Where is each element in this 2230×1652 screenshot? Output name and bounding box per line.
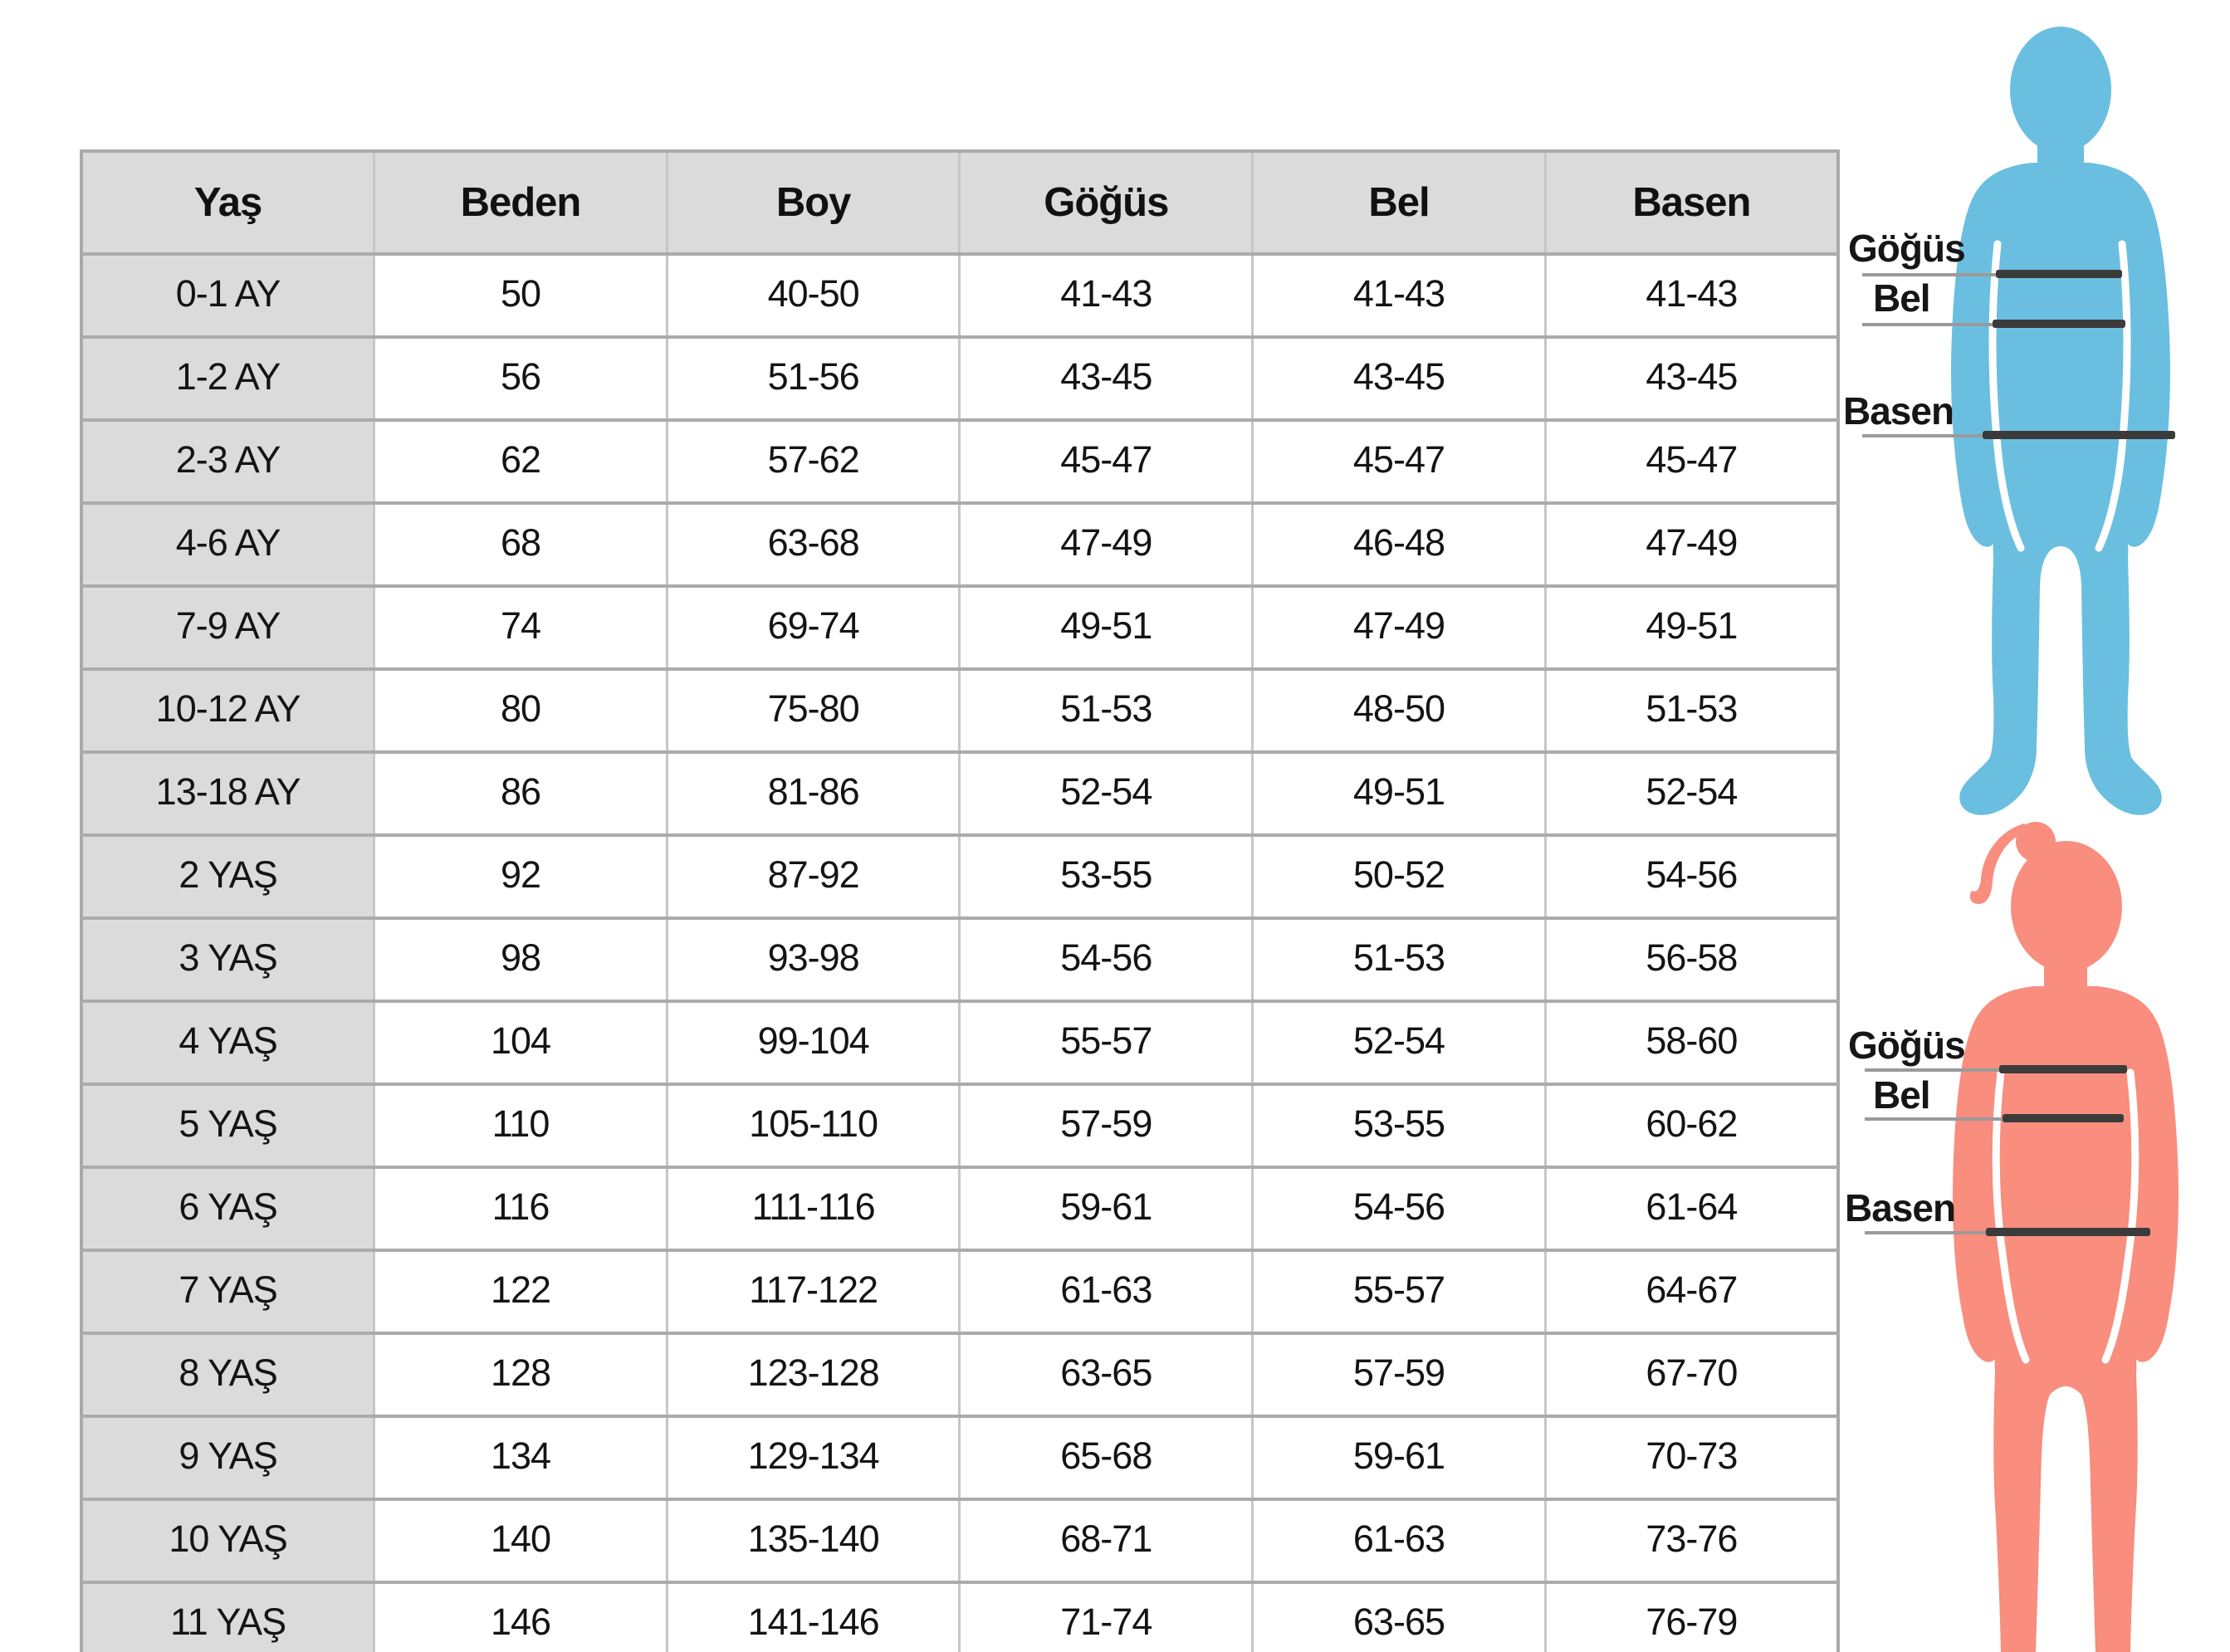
table-row [81, 835, 1838, 918]
age-cell: 13-18 AY [81, 752, 374, 835]
table-row [81, 1250, 1838, 1333]
age-cell: 4 YAŞ [81, 1001, 374, 1084]
value-cell: 41-43 [960, 254, 1253, 337]
girl-chest-leader-line [1865, 1068, 1999, 1072]
value-cell: 57-62 [667, 420, 960, 503]
table-row [81, 1084, 1838, 1167]
value-cell: 86 [374, 752, 668, 835]
value-cell: 63-68 [667, 503, 960, 586]
table-row [81, 254, 1838, 337]
table-row [81, 503, 1838, 586]
boy-silhouette [1934, 17, 2208, 838]
value-cell: 69-74 [667, 586, 960, 669]
value-cell: 56 [374, 337, 668, 420]
table-row [81, 1333, 1838, 1416]
value-cell: 63-65 [1253, 1582, 1546, 1652]
girl-hips-leader-line [1865, 1231, 1986, 1234]
value-cell: 56-58 [1545, 918, 1838, 1001]
value-cell: 123-128 [667, 1333, 960, 1416]
value-cell: 54-56 [1545, 835, 1838, 918]
boy-waist-label: Bel [1873, 276, 1930, 320]
value-cell: 58-60 [1545, 1001, 1838, 1084]
age-cell: 3 YAŞ [81, 918, 374, 1001]
value-cell: 40-50 [667, 254, 960, 337]
value-cell: 67-70 [1545, 1333, 1838, 1416]
value-cell: 61-63 [1253, 1499, 1546, 1582]
size-table [80, 149, 1840, 1652]
value-cell: 62 [374, 420, 668, 503]
age-cell: 7-9 AY [81, 586, 374, 669]
value-cell: 117-122 [667, 1250, 960, 1333]
value-cell: 61-63 [960, 1250, 1253, 1333]
value-cell: 63-65 [960, 1333, 1253, 1416]
value-cell: 74 [374, 586, 668, 669]
value-cell: 51-56 [667, 337, 960, 420]
value-cell: 60-62 [1545, 1084, 1838, 1167]
column-header: Boy [667, 151, 960, 254]
age-cell: 5 YAŞ [81, 1084, 374, 1167]
value-cell: 54-56 [960, 918, 1253, 1001]
girl-chest-label: Göğüs [1848, 1024, 1965, 1067]
value-cell: 68-71 [960, 1499, 1253, 1582]
table-row [81, 752, 1838, 835]
girl-chest-measure-line [1999, 1065, 2127, 1073]
age-cell: 6 YAŞ [81, 1167, 374, 1250]
table-row [81, 1167, 1838, 1250]
value-cell: 53-55 [960, 835, 1253, 918]
table-row [81, 918, 1838, 1001]
age-cell: 4-6 AY [81, 503, 374, 586]
value-cell: 51-53 [960, 669, 1253, 752]
table-row [81, 420, 1838, 503]
boy-hips-label: Basen [1843, 389, 1954, 433]
value-cell: 57-59 [1253, 1333, 1546, 1416]
value-cell: 70-73 [1545, 1416, 1838, 1499]
age-cell: 2 YAŞ [81, 835, 374, 918]
value-cell: 50-52 [1253, 835, 1546, 918]
age-cell: 1-2 AY [81, 337, 374, 420]
value-cell: 43-45 [1253, 337, 1546, 420]
value-cell: 61-64 [1545, 1167, 1838, 1250]
value-cell: 140 [374, 1499, 668, 1582]
value-cell: 71-74 [960, 1582, 1253, 1652]
column-header: Bel [1253, 151, 1546, 254]
age-cell: 8 YAŞ [81, 1333, 374, 1416]
value-cell: 75-80 [667, 669, 960, 752]
value-cell: 47-49 [1545, 503, 1838, 586]
value-cell: 73-76 [1545, 1499, 1838, 1582]
value-cell: 104 [374, 1001, 668, 1084]
boy-hips-leader-line [1862, 434, 1983, 437]
age-cell: 10-12 AY [81, 669, 374, 752]
column-header: Yaş [81, 151, 374, 254]
value-cell: 53-55 [1253, 1084, 1546, 1167]
value-cell: 50 [374, 254, 668, 337]
age-cell: 9 YAŞ [81, 1416, 374, 1499]
value-cell: 111-116 [667, 1167, 960, 1250]
value-cell: 93-98 [667, 918, 960, 1001]
value-cell: 54-56 [1253, 1167, 1546, 1250]
value-cell: 59-61 [960, 1167, 1253, 1250]
age-cell: 7 YAŞ [81, 1250, 374, 1333]
girl-waist-measure-line [2003, 1114, 2124, 1122]
value-cell: 134 [374, 1416, 668, 1499]
value-cell: 65-68 [960, 1416, 1253, 1499]
girl-hips-measure-line [1986, 1228, 2150, 1236]
girl-waist-leader-line [1865, 1117, 2003, 1121]
value-cell: 55-57 [1253, 1250, 1546, 1333]
size-table-body [81, 254, 1838, 1652]
value-cell: 41-43 [1253, 254, 1546, 337]
table-row [81, 337, 1838, 420]
boy-hips-measure-line [1983, 431, 2175, 439]
value-cell: 45-47 [960, 420, 1253, 503]
value-cell: 52-54 [1253, 1001, 1546, 1084]
boy-waist-leader-line [1862, 323, 1993, 326]
value-cell: 122 [374, 1250, 668, 1333]
girl-waist-label: Bel [1873, 1073, 1930, 1117]
value-cell: 98 [374, 918, 668, 1001]
table-row [81, 1499, 1838, 1582]
value-cell: 64-67 [1545, 1250, 1838, 1333]
value-cell: 116 [374, 1167, 668, 1250]
age-cell: 11 YAŞ [81, 1582, 374, 1652]
table-row [81, 669, 1838, 752]
age-cell: 2-3 AY [81, 420, 374, 503]
value-cell: 135-140 [667, 1499, 960, 1582]
boy-chest-label: Göğüs [1848, 227, 1965, 270]
value-cell: 43-45 [960, 337, 1253, 420]
value-cell: 146 [374, 1582, 668, 1652]
value-cell: 52-54 [1545, 752, 1838, 835]
value-cell: 55-57 [960, 1001, 1253, 1084]
value-cell: 43-45 [1545, 337, 1838, 420]
value-cell: 129-134 [667, 1416, 960, 1499]
boy-chest-measure-line [1996, 270, 2122, 278]
value-cell: 92 [374, 835, 668, 918]
age-cell: 0-1 AY [81, 254, 374, 337]
value-cell: 52-54 [960, 752, 1253, 835]
value-cell: 47-49 [1253, 586, 1546, 669]
value-cell: 68 [374, 503, 668, 586]
value-cell: 110 [374, 1084, 668, 1167]
value-cell: 80 [374, 669, 668, 752]
value-cell: 87-92 [667, 835, 960, 918]
age-cell: 10 YAŞ [81, 1499, 374, 1582]
size-table-wrapper [80, 149, 1840, 1652]
value-cell: 141-146 [667, 1582, 960, 1652]
value-cell: 99-104 [667, 1001, 960, 1084]
table-row [81, 1582, 1838, 1652]
table-row [81, 1416, 1838, 1499]
value-cell: 81-86 [667, 752, 960, 835]
value-cell: 128 [374, 1333, 668, 1416]
column-header: Göğüs [960, 151, 1253, 254]
value-cell: 45-47 [1545, 420, 1838, 503]
value-cell: 49-51 [1253, 752, 1546, 835]
boy-waist-measure-line [1993, 320, 2125, 328]
value-cell: 45-47 [1253, 420, 1546, 503]
table-row [81, 586, 1838, 669]
value-cell: 48-50 [1253, 669, 1546, 752]
value-cell: 49-51 [1545, 586, 1838, 669]
value-cell: 46-48 [1253, 503, 1546, 586]
girl-hips-label: Basen [1845, 1186, 1956, 1229]
value-cell: 105-110 [667, 1084, 960, 1167]
size-table-header [81, 151, 1838, 254]
value-cell: 41-43 [1545, 254, 1838, 337]
value-cell: 51-53 [1545, 669, 1838, 752]
column-header: Basen [1545, 151, 1838, 254]
value-cell: 76-79 [1545, 1582, 1838, 1652]
value-cell: 47-49 [960, 503, 1253, 586]
column-header: Beden [374, 151, 668, 254]
value-cell: 59-61 [1253, 1416, 1546, 1499]
table-row [81, 1001, 1838, 1084]
value-cell: 57-59 [960, 1084, 1253, 1167]
value-cell: 51-53 [1253, 918, 1546, 1001]
value-cell: 49-51 [960, 586, 1253, 669]
